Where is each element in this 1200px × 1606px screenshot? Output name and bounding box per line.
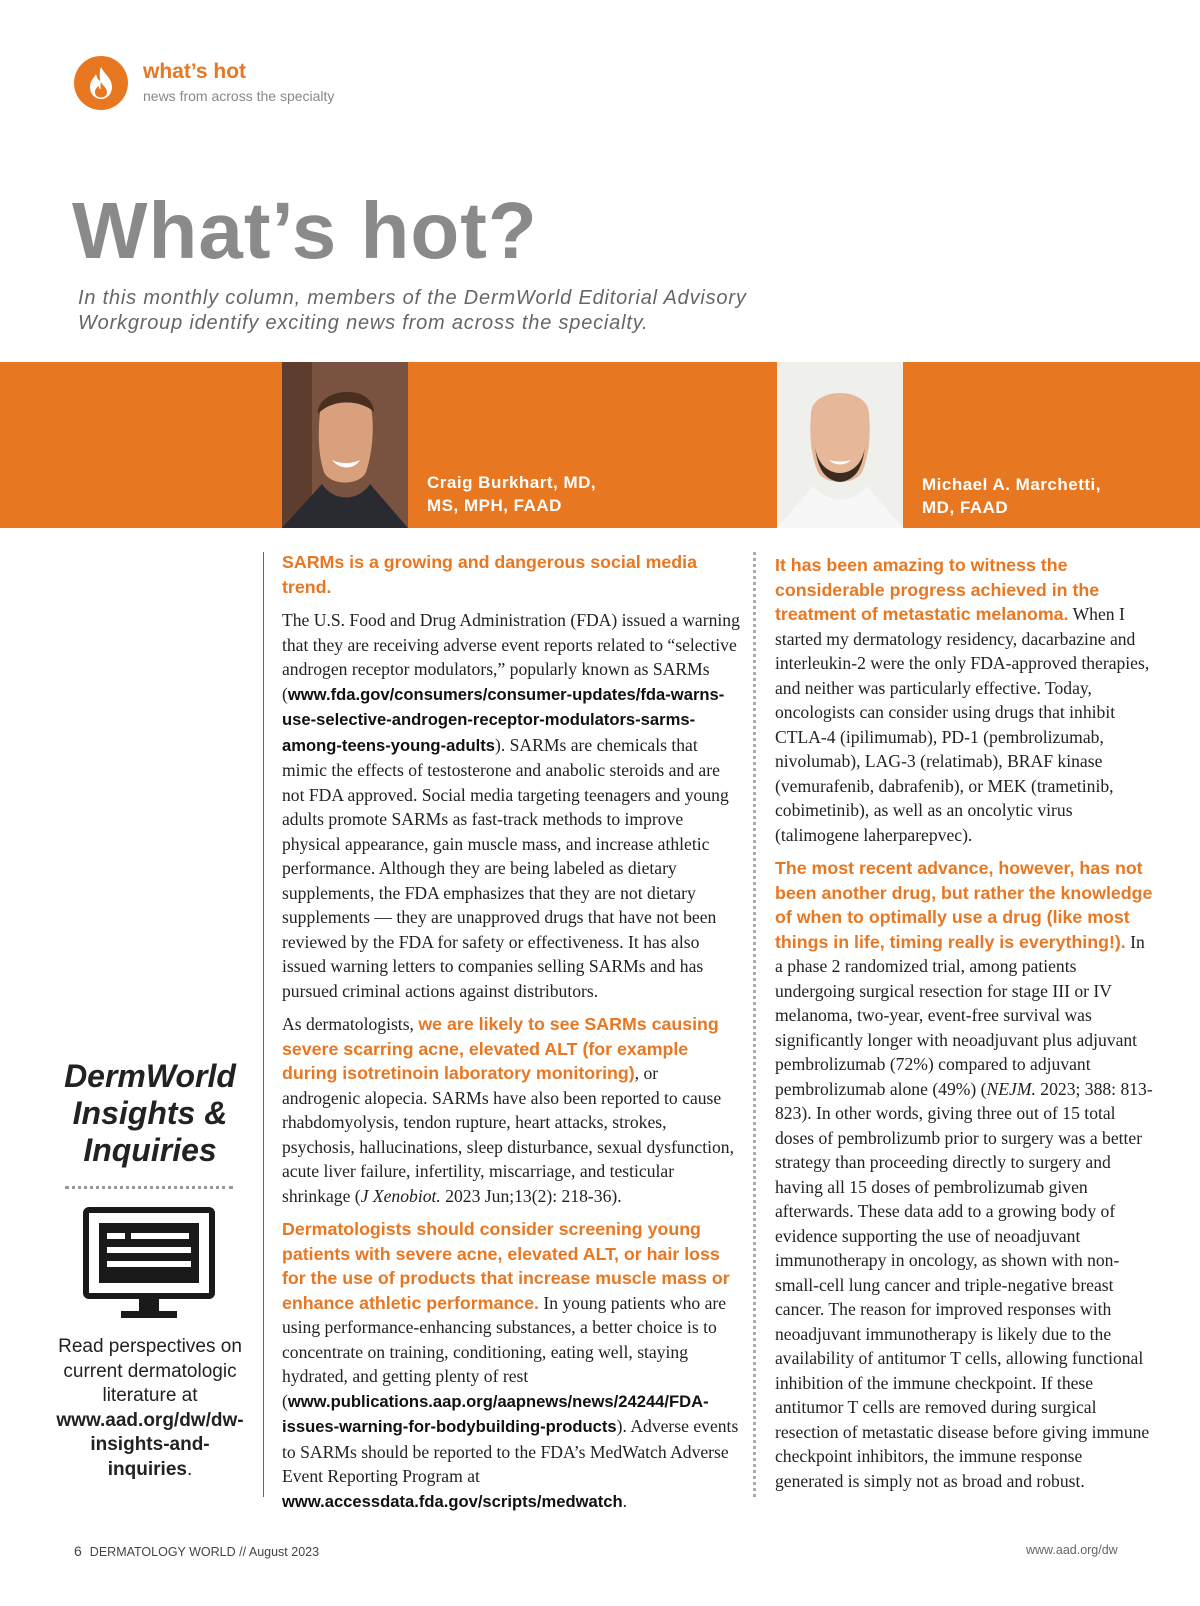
footer-publication: 6 DERMATOLOGY WORLD // August 2023 — [74, 1543, 320, 1559]
fda-link[interactable]: www.fda.gov/consumers/consumer-updates/fda-warns-use-selective-androgen-receptor-modulators-sarms-among-teens-young-adults — [282, 684, 725, 755]
section-kicker-title: what’s hot — [143, 60, 247, 83]
flame-icon — [74, 56, 128, 110]
medwatch-link[interactable]: www.accessdata.fda.gov/scripts/medwatch — [282, 1491, 623, 1511]
paragraph: Dermatologists should consider screening young patients with severe acne, elevated ALT, or hair loss for the use of products that increase muscle mass or enhance athletic performance. In young patients who are using performance-enhancing substances, a better choice is to concentrate on training, conditioning, eating well, staying hydrated, and getting plenty of rest (www.publications.aap.org/aapnews/news/24244/FDA-issues-warning-for-bodybuilding-products). Adverse events to SARMs should be reported to the FDA’s MedWatch Adverse Event Reporting Program at www.accessdata.fda.gov/scripts/medwatch. — [282, 1219, 739, 1511]
footer-website[interactable]: www.aad.org/dw — [1026, 1543, 1118, 1557]
column-divider-dotted — [753, 552, 756, 1497]
author-name-burkhart: Craig Burkhart, MD, MS, MPH, FAAD — [427, 473, 597, 515]
page-title: What’s hot? — [72, 186, 538, 275]
column-divider-left — [263, 552, 264, 1497]
insights-link[interactable]: www.aad.org/dw/dw-insights-and-inquiries — [56, 1409, 244, 1480]
author-name-marchetti: Michael A. Marchetti, MD, FAAD — [922, 475, 1101, 517]
monitor-icon — [83, 1207, 215, 1328]
paragraph: It has been amazing to witness the considerable progress achieved in the treatment of metastatic melanoma. When I started my dermatology residency, dacarbazine and interleukin-2 were the only FDA-approved therapies, and neither was particularly effective. Today, oncologists can consider using drugs that inhibit CTLA-4 (ipilimumab), PD-1 (pembrolizumab, nivolumab), LAG-3 (relatimab), BRAF kinase (vemurafenib, dabrafenib), or MEK (trametinib, cobimetinib), as well as an oncolytic virus (talimogene laherparepvec). — [775, 555, 1150, 845]
intro-text: In this monthly column, members of the DermWorld Editorial Advisory Workgroup identify exciting news from across the specialty. — [78, 287, 747, 334]
aap-link[interactable]: www.publications.aap.org/aapnews/news/24244/FDA-issues-warning-for-bodybuilding-products — [282, 1391, 709, 1436]
column-heading: SARMs is a growing and dangerous social media trend. — [282, 552, 697, 597]
article-column-marchetti — [775, 553, 1155, 1502]
author-photo-burkhart — [282, 362, 408, 528]
sidebar-divider — [65, 1186, 233, 1189]
sidebar-title: DermWorld Insights & Inquiries — [64, 1058, 236, 1168]
paragraph: The U.S. Food and Drug Administration (FDA) issued a warning that they are receiving adverse event reports related to “selective androgen receptor modulators,” popularly known as SARMs (www.fda.gov/consumers/consumer-updates/fda-warns-use-selective-androgen-receptor-modulators-sarms-among-teens-young-adults). SARMs are chemicals that mimic the effects of testosterone and anabolic steroids and are not FDA approved. Social media targeting teenagers and young adults promote SARMs as fast-track methods to improve physical appearance, gain muscle mass, and increase athletic performance. Although they are being labeled as dietary supplements, the FDA emphasizes that they are not dietary supplements — they are unapproved drugs that have not been reviewed by the FDA for safety or effectiveness. It has also issued warning letters to companies selling SARMs and has pursued criminal actions against distributors. — [282, 610, 740, 1001]
section-kicker-subtitle: news from across the specialty — [143, 88, 335, 104]
article-column-burkhart — [282, 550, 740, 1523]
page-number: 6 — [74, 1543, 82, 1559]
author-photo-marchetti — [777, 362, 903, 528]
sidebar-text: Read perspectives on current dermatologic literature at www.aad.org/dw/dw-insights-and-inquiries. — [56, 1336, 244, 1480]
paragraph: The most recent advance, however, has not been another drug, but rather the knowledge of when to optimally use a drug (like most things in life, timing really is everything!). In a phase 2 randomized trial, among patients undergoing surgical resection for stage III or IV melanoma, two-year, event-free survival was significantly longer with neoadjuvant plus adjuvant pembrolizumab (72%) compared to adjuvant pembrolizumab alone (49%) (NEJM. 2023; 388: 813-823). In other words, giving three out of 15 total doses of pembrolizumb prior to surgery was a better strategy than proceeding directly to surgery and having all 15 doses of pembrolizumab given afterwards. These data add to a growing body of evidence supporting the use of neoadjuvant immunotherapy in oncology, as shown with non-small-cell lung cancer and triple-negative breast cancer. The reason for improved responses with neoadjuvant immunotherapy is likely due to the availability of antitumor T cells, allowing functional inhibition of the immune checkpoint. If these antitumor T cells are removed during surgical resection of metastatic disease before giving immune checkpoint inhibitors, the immune response generated is simply not as broad and robust. — [775, 858, 1153, 1491]
paragraph: As dermatologists, we are likely to see SARMs causing severe scarring acne, elevated ALT (for example during isotretinoin laboratory monitoring), or androgenic alopecia. SARMs have also been reported to cause rhabdomyolysis, tendon rupture, heart attacks, strokes, psychosis, hallucinations, sleep disturbance, sexual dysfunction, acute liver failure, infertility, miscarriage, and testicular shrinkage (J Xenobiot. 2023 Jun;13(2): 218-36). — [282, 1014, 734, 1206]
